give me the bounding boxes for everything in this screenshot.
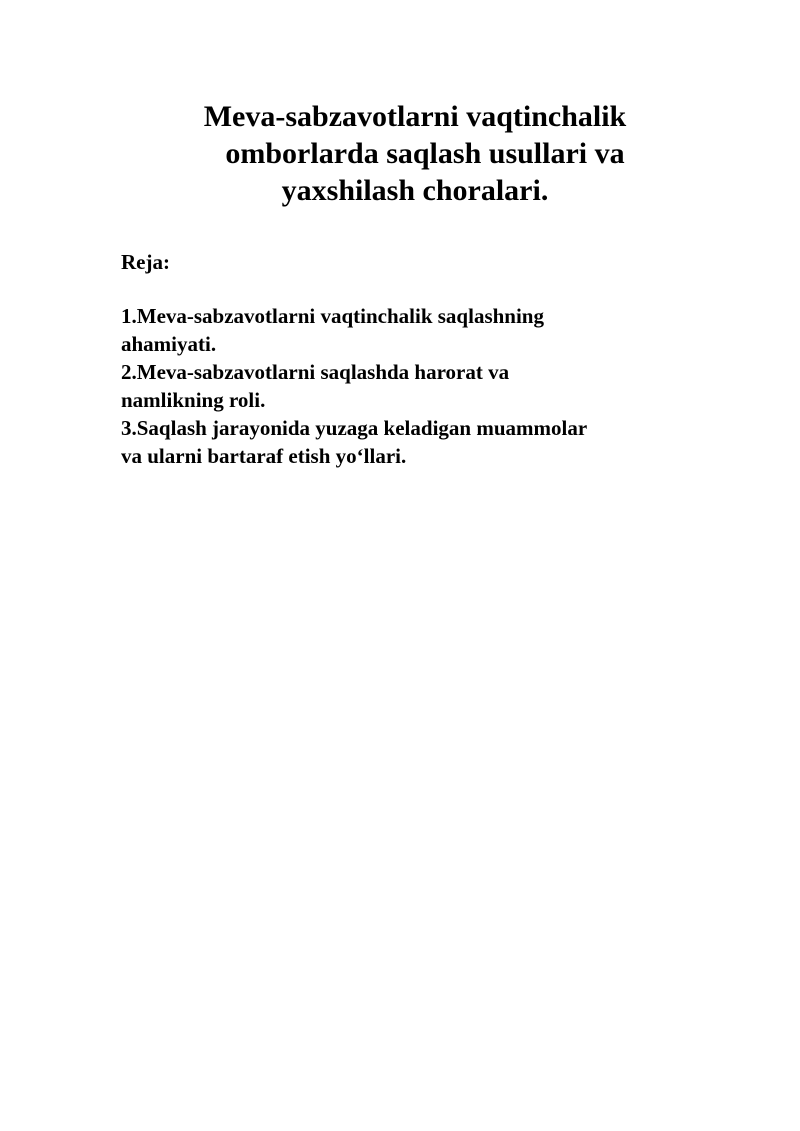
plan-item-line: 1.Meva-sabzavotlarni vaqtinchalik saqlashning [121,304,544,328]
title-line: Meva-sabzavotlarni vaqtinchalik [203,100,627,133]
title-line: omborlarda saqlash usullari va [225,137,625,170]
plan-item [121,358,681,414]
plan-item-line: 3.Saqlash jarayonida yuzaga keladigan muammolar [121,416,588,440]
plan-heading: Reja: [121,250,170,274]
plan-item-line: namlikning roli. [121,388,266,412]
plan-item-line: va ularni bartaraf etish yo‘llari. [121,444,407,468]
title-line: yaxshilash choralari. [281,174,549,207]
plan-item-line: ahamiyati. [121,332,217,356]
plan-item [121,302,681,358]
document-title [120,98,710,209]
plan-item-line: 2.Meva-sabzavotlarni saqlashda harorat va [121,360,510,384]
plan-item [121,414,681,470]
plan-list [121,302,681,470]
